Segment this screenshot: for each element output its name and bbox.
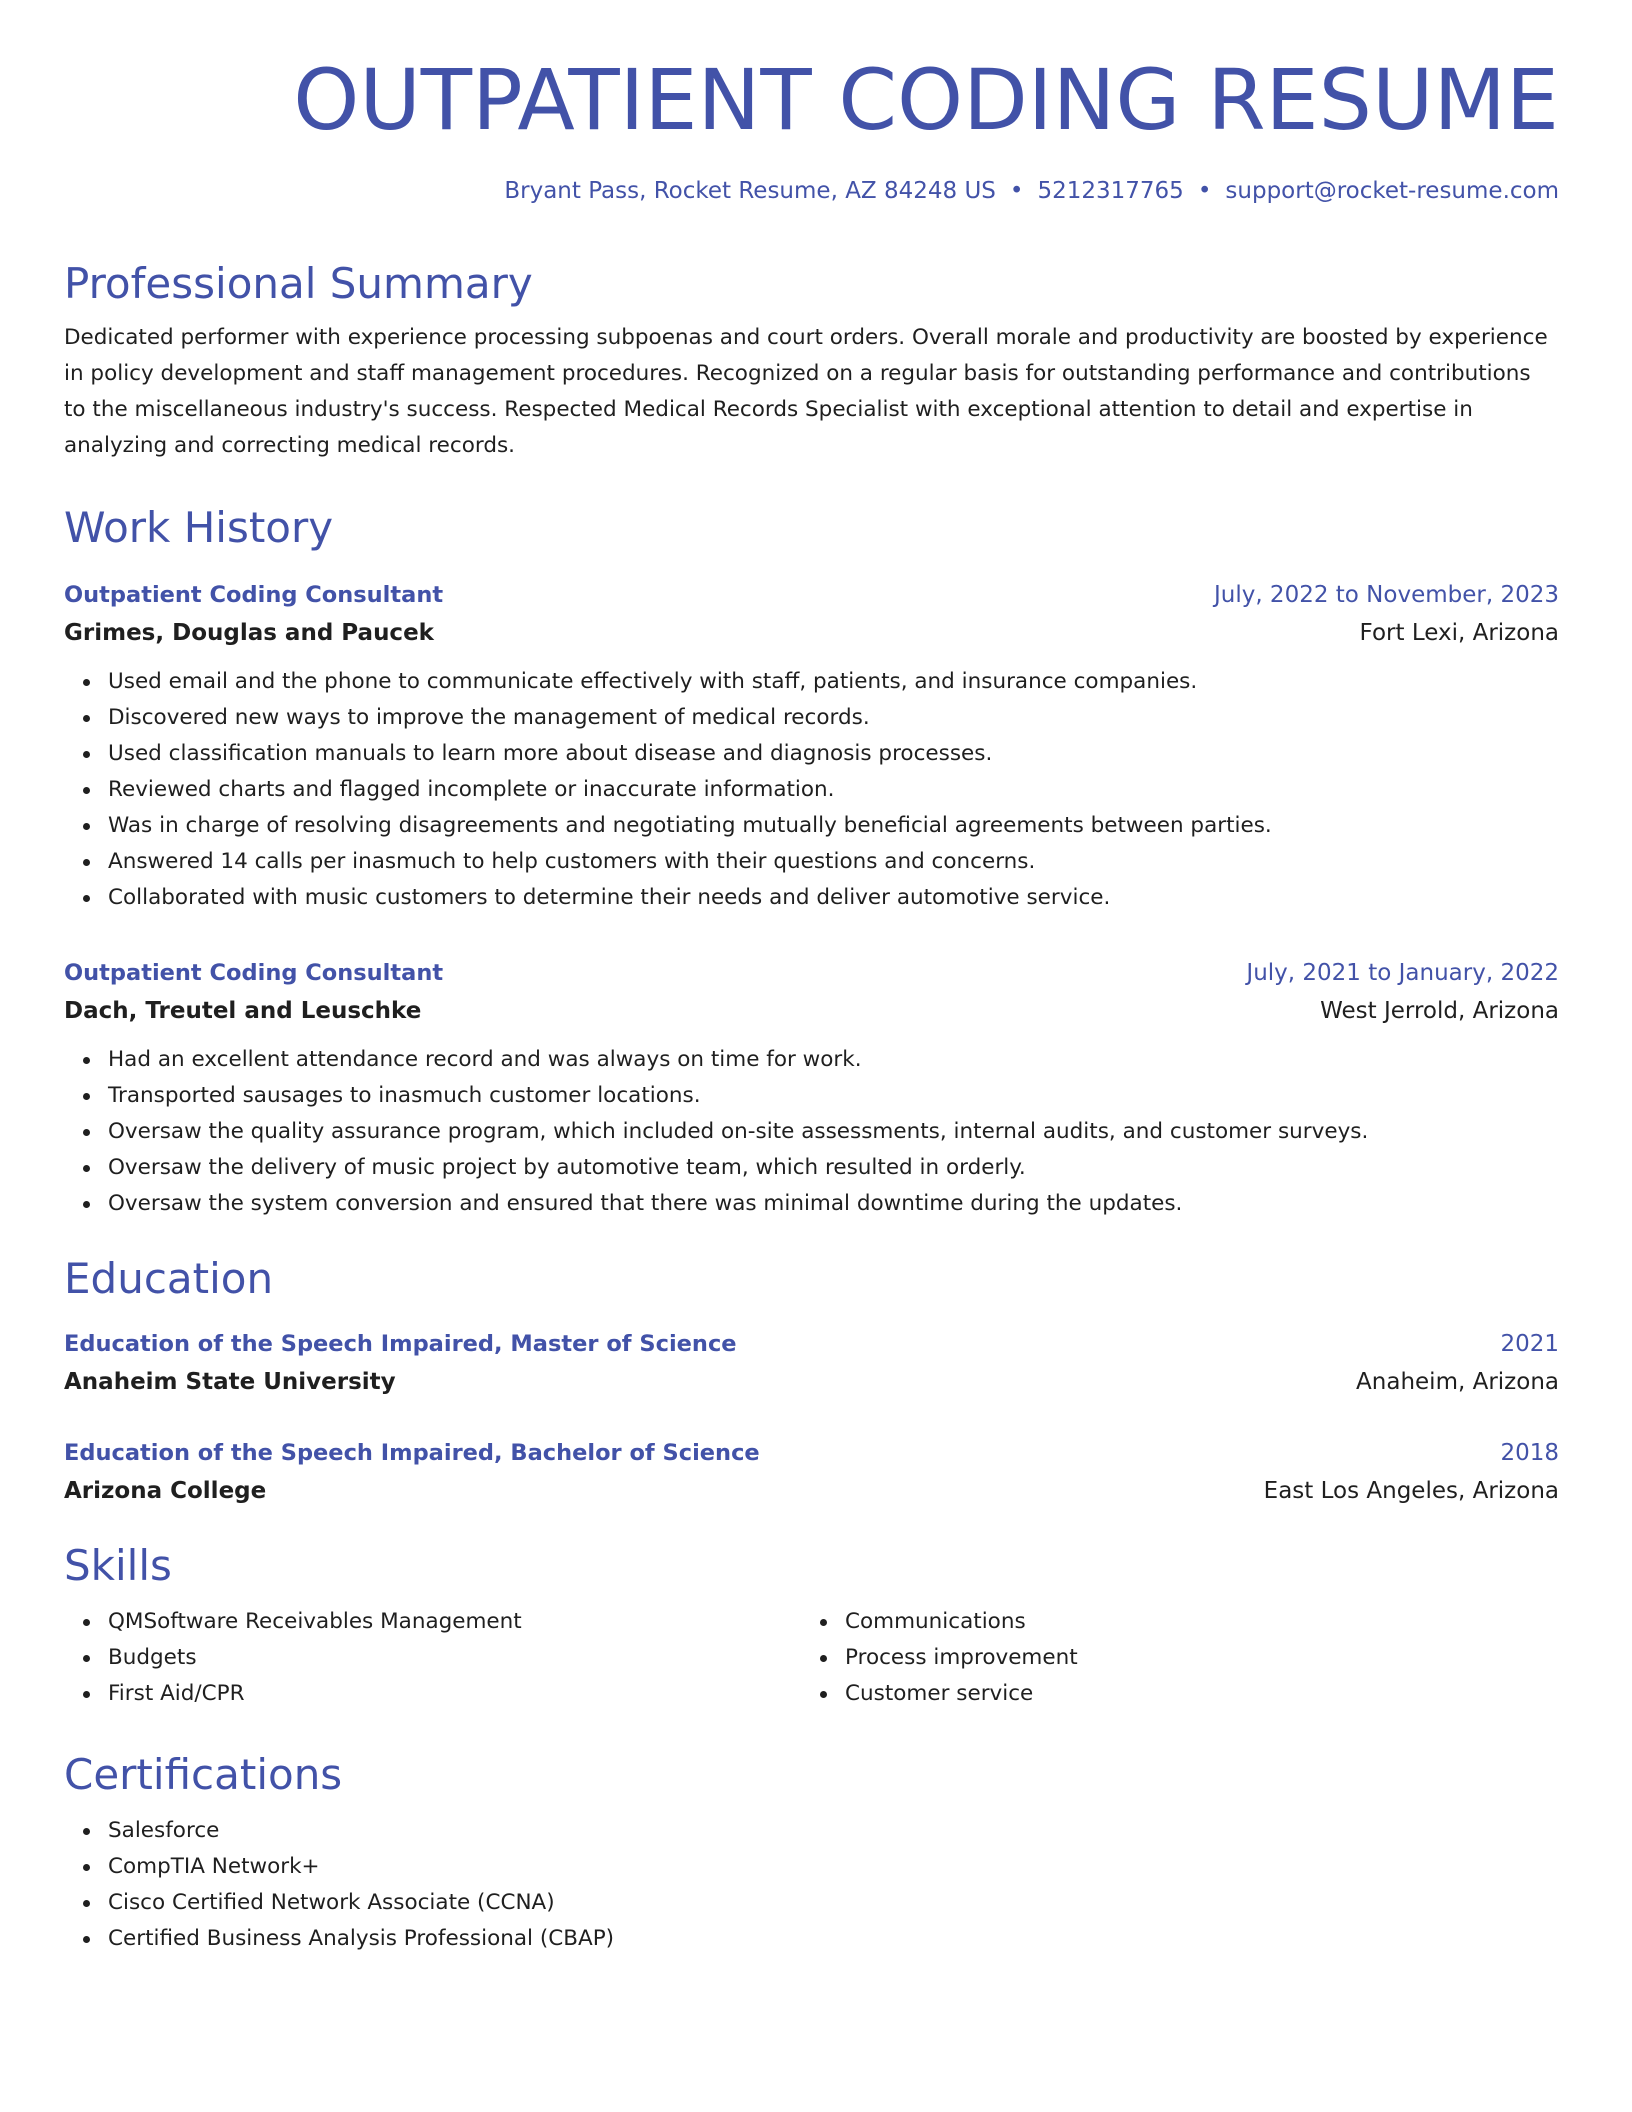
education-year: 2018 bbox=[1500, 1440, 1559, 1466]
section-heading-education: Education bbox=[64, 1254, 274, 1303]
contact-separator: • bbox=[1197, 178, 1212, 204]
certification-item: Certified Business Analysis Professional (CBAP) bbox=[108, 1921, 1559, 1957]
certification-item: CompTIA Network+ bbox=[108, 1849, 1559, 1885]
education-school: Arizona College bbox=[64, 1478, 267, 1504]
section-heading-certifications: Certifications bbox=[64, 1750, 343, 1799]
job-bullet: Discovered new ways to improve the management of medical records. bbox=[108, 700, 1559, 736]
education-location: Anaheim, Arizona bbox=[1356, 1369, 1559, 1395]
resume-page bbox=[64, 0, 1559, 1951]
skills-section bbox=[64, 1540, 1559, 1712]
education-degree: Education of the Speech Impaired, Bachelor of Science bbox=[64, 1440, 760, 1466]
skill-item: Communications bbox=[845, 1604, 1538, 1640]
contact-separator: • bbox=[1009, 178, 1024, 204]
job-bullet: Was in charge of resolving disagreements and negotiating mutually beneficial agreements between parties. bbox=[108, 808, 1559, 844]
skill-item: QMSoftware Receivables Management bbox=[108, 1604, 801, 1640]
job-bullet: Oversaw the system conversion and ensured that there was minimal downtime during the updates. bbox=[108, 1186, 1559, 1222]
summary-section bbox=[64, 258, 1559, 464]
education-entry bbox=[64, 1325, 1559, 1401]
education-school: Anaheim State University bbox=[64, 1369, 396, 1395]
job-dates: July, 2021 to January, 2022 bbox=[1246, 960, 1559, 986]
education-school-row bbox=[64, 1472, 1559, 1510]
job-bullet: Oversaw the quality assurance program, which included on-site assessments, internal audits, and customer surveys. bbox=[108, 1114, 1559, 1150]
certification-item: Salesforce bbox=[108, 1813, 1559, 1849]
job-dates: July, 2022 to November, 2023 bbox=[1213, 582, 1559, 608]
education-degree: Education of the Speech Impaired, Master of Science bbox=[64, 1331, 737, 1357]
education-school-row bbox=[64, 1363, 1559, 1401]
education-degree-row bbox=[64, 1325, 1559, 1363]
contact-phone: 5212317765 bbox=[1037, 178, 1184, 204]
work-history-section bbox=[64, 502, 1559, 554]
job-company-row bbox=[64, 614, 1559, 652]
job-bullets bbox=[64, 664, 1559, 916]
skills-grid bbox=[64, 1592, 1559, 1712]
section-heading-summary: Professional Summary bbox=[64, 259, 533, 308]
job-title-row bbox=[64, 954, 1559, 992]
education-degree-row bbox=[64, 1434, 1559, 1472]
skill-item: First Aid/CPR bbox=[108, 1676, 801, 1712]
education-year: 2021 bbox=[1500, 1331, 1559, 1357]
skills-list bbox=[64, 1604, 801, 1712]
job-bullet: Used email and the phone to communicate effectively with staff, patients, and insurance companies. bbox=[108, 664, 1559, 700]
certification-item: Cisco Certified Network Associate (CCNA) bbox=[108, 1885, 1559, 1921]
job-bullet: Answered 14 calls per inasmuch to help customers with their questions and concerns. bbox=[108, 844, 1559, 880]
job-bullet: Used classification manuals to learn more about disease and diagnosis processes. bbox=[108, 736, 1559, 772]
job-entry bbox=[64, 576, 1559, 916]
job-bullet: Reviewed charts and flagged incomplete or inaccurate information. bbox=[108, 772, 1559, 808]
skill-item: Customer service bbox=[845, 1676, 1538, 1712]
job-bullet: Transported sausages to inasmuch customer locations. bbox=[108, 1078, 1559, 1114]
job-bullet: Collaborated with music customers to determine their needs and deliver automotive service. bbox=[108, 880, 1559, 916]
skills-list bbox=[801, 1604, 1538, 1712]
education-entry bbox=[64, 1434, 1559, 1510]
education-location: East Los Angeles, Arizona bbox=[1263, 1478, 1559, 1504]
skill-item: Process improvement bbox=[845, 1640, 1538, 1676]
skills-column-left bbox=[64, 1592, 801, 1712]
skill-item: Budgets bbox=[108, 1640, 801, 1676]
job-location: West Jerrold, Arizona bbox=[1320, 998, 1559, 1024]
contact-email: support@rocket-resume.com bbox=[1225, 178, 1559, 204]
section-heading-work: Work History bbox=[64, 503, 334, 552]
job-title: Outpatient Coding Consultant bbox=[64, 582, 444, 608]
job-bullet: Had an excellent attendance record and was always on time for work. bbox=[108, 1042, 1559, 1078]
job-bullets bbox=[64, 1042, 1559, 1222]
certifications-list bbox=[64, 1813, 1559, 1957]
job-title: Outpatient Coding Consultant bbox=[64, 960, 444, 986]
job-company: Grimes, Douglas and Paucek bbox=[64, 620, 434, 646]
education-section bbox=[64, 1253, 1559, 1305]
job-title-row bbox=[64, 576, 1559, 614]
resume-title: OUTPATIENT CODING RESUME bbox=[293, 51, 1559, 149]
job-entry bbox=[64, 954, 1559, 1222]
job-location: Fort Lexi, Arizona bbox=[1359, 620, 1559, 646]
skills-column-right bbox=[801, 1592, 1538, 1712]
job-company-row bbox=[64, 992, 1559, 1030]
job-company: Dach, Treutel and Leuschke bbox=[64, 998, 422, 1024]
contact-address: Bryant Pass, Rocket Resume, AZ 84248 US bbox=[504, 178, 996, 204]
contact-line bbox=[64, 176, 1559, 206]
certifications-section bbox=[64, 1749, 1559, 1957]
job-bullet: Oversaw the delivery of music project by automotive team, which resulted in orderly. bbox=[108, 1150, 1559, 1186]
section-heading-skills: Skills bbox=[64, 1541, 172, 1590]
summary-text: Dedicated performer with experience processing subpoenas and court orders. Overall morale and productivity are boosted by experience in policy development and staff management procedures. Recognized on a regular basis for outstanding performance and contributions to the miscellaneous industry's success. Respected Medical Records Specialist with exceptional attention to detail and expertise in analyzing and correcting medical records. bbox=[64, 325, 1548, 458]
